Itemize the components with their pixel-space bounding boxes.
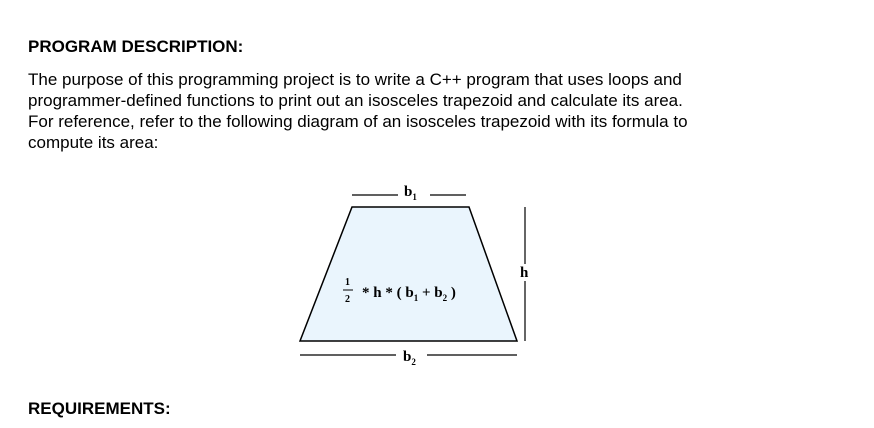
paragraph-line: programmer-defined functions to print out an isosceles trapezoid and calculate its area. bbox=[28, 91, 683, 110]
paragraph-line: For reference, refer to the following diagram of an isosceles trapezoid with its formula to bbox=[28, 112, 688, 131]
trapezoid-shape bbox=[300, 207, 517, 341]
formula-fraction-numerator: 1 bbox=[345, 277, 350, 288]
bottom-base-label: $b_2$ bbox=[403, 349, 416, 367]
paragraph-line: The purpose of this programming project is to write a C++ program that uses loops and bbox=[28, 70, 682, 89]
top-base-label: $b_1$ bbox=[404, 184, 417, 202]
formula-expression: * h * ( $b_1 + b_2$ ) bbox=[362, 285, 456, 303]
paragraph-line: compute its area: bbox=[28, 133, 159, 152]
formula-fraction-denominator: 2 bbox=[345, 294, 350, 305]
height-label: h bbox=[520, 265, 529, 281]
section-heading-description: PROGRAM DESCRIPTION: bbox=[28, 37, 244, 56]
section-heading-requirements: REQUIREMENTS: bbox=[28, 399, 171, 418]
